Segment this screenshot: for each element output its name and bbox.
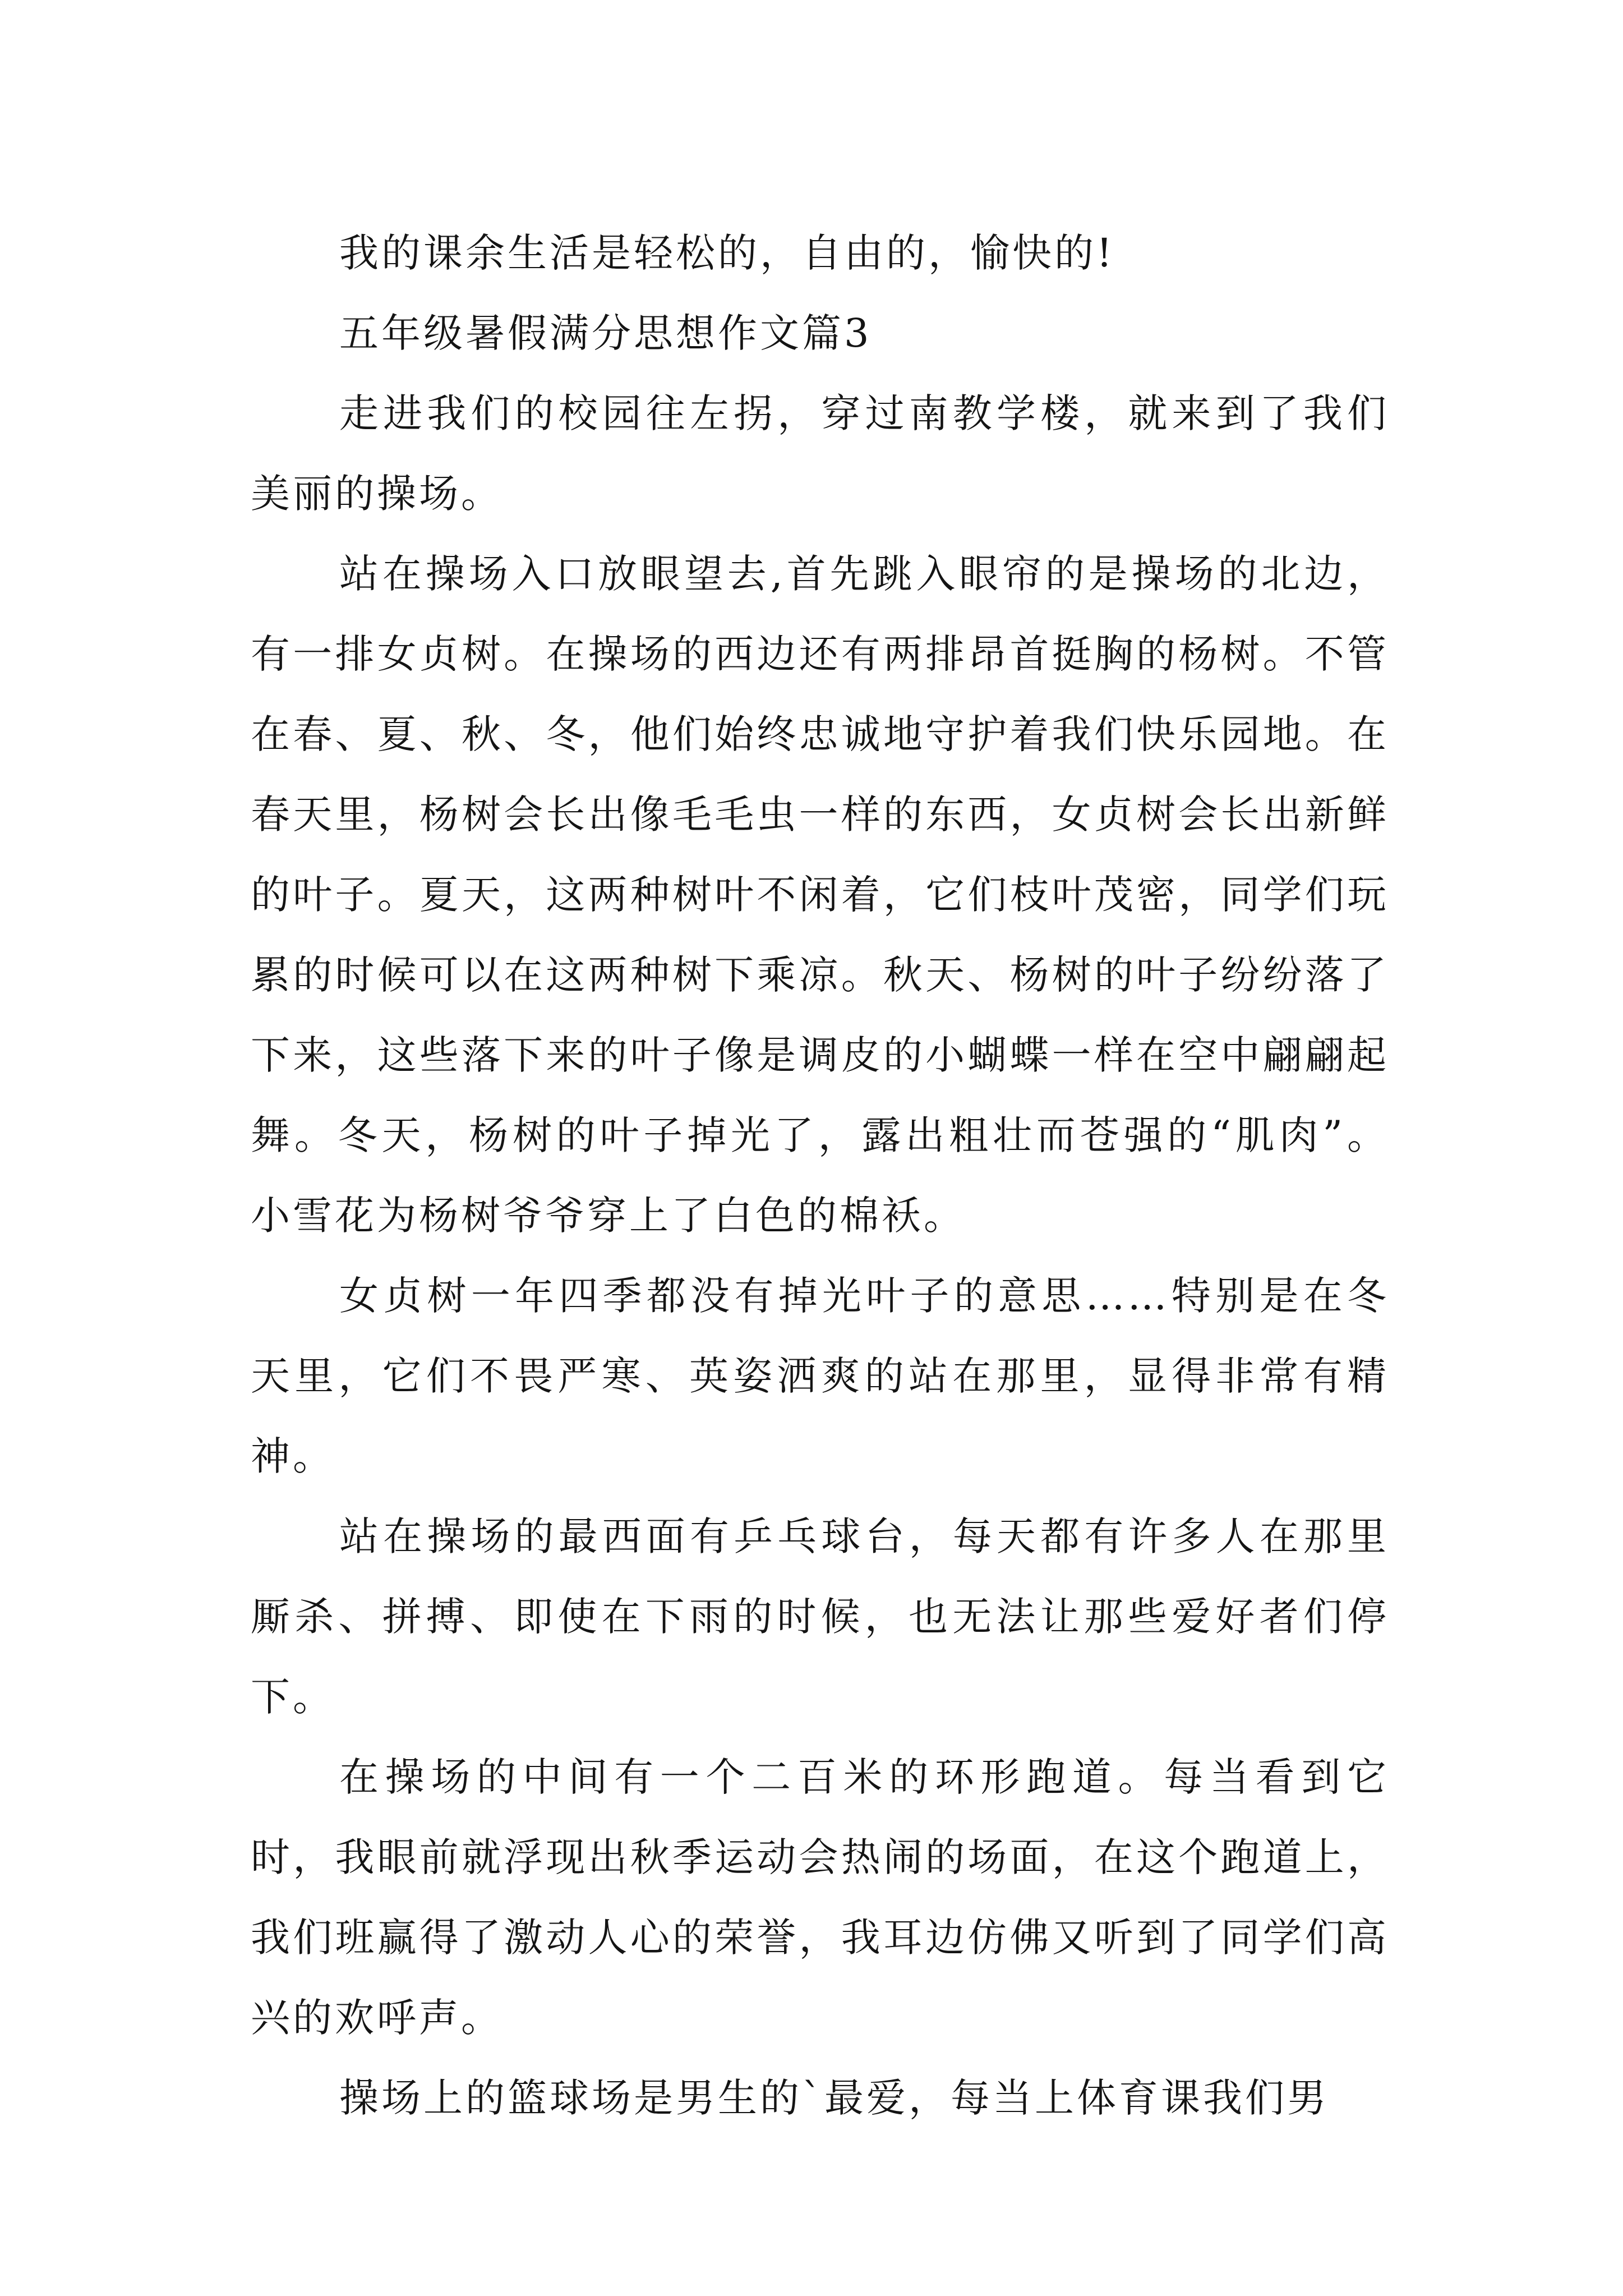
paragraph-trees: 站在操场入口放眼望去,首先跳入眼帘的是操场的北边，有一排女贞树。在操场的西边还有两排昂首挺胸的杨树。不管在春、夏、秋、冬，他们始终忠诚地守护着我们快乐园地。在春天里，杨树会长出像毛毛虫一样的东西，女贞树会长出新鲜的叶子。夏天，这两种树叶不闲着，它们枝叶茂密，同学们玩累的时候可以在这两种树下乘凉。秋天、杨树的叶子纷纷落了下来，这些落下来的叶子像是调皮的小蝴蝶一样在空中翩翩起舞。冬天，杨树的叶子掉光了，露出粗壮而苍强的“肌肉”。小雪花为杨树爷爷穿上了白色的棉袄。 bbox=[251, 551, 1389, 1239]
paragraph-privet: 女贞树一年四季都没有掉光叶子的意思……特别是在冬天里，它们不畏严寒、英姿洒爽的站在那里，显得非常有精神。 bbox=[251, 1273, 1389, 1479]
paragraph-intro: 走进我们的校园往左拐，穿过南教学楼，就来到了我们美丽的操场。 bbox=[251, 390, 1389, 517]
document-body bbox=[251, 213, 1389, 2138]
essay-title: 五年级暑假满分思想作文篇3 bbox=[339, 310, 872, 356]
paragraph-ping-pong: 站在操场的最西面有乒乓球台，每天都有许多人在那里厮杀、拼搏、即使在下雨的时候，也无法让那些爱好者们停下。 bbox=[251, 1513, 1389, 1720]
paragraph-track: 在操场的中间有一个二百米的环形跑道。每当看到它时，我眼前就浮现出秋季运动会热闹的场面，在这个跑道上，我们班赢得了激动人心的荣誉，我耳边仿佛又听到了同学们高兴的欢呼声。 bbox=[251, 1754, 1389, 2041]
paragraph-closing-sentence: 我的课余生活是轻松的，自由的，愉快的! bbox=[339, 230, 1115, 276]
paragraph-basketball: 操场上的篮球场是男生的`最爱，每当上体育课我们男 bbox=[339, 2075, 1329, 2121]
